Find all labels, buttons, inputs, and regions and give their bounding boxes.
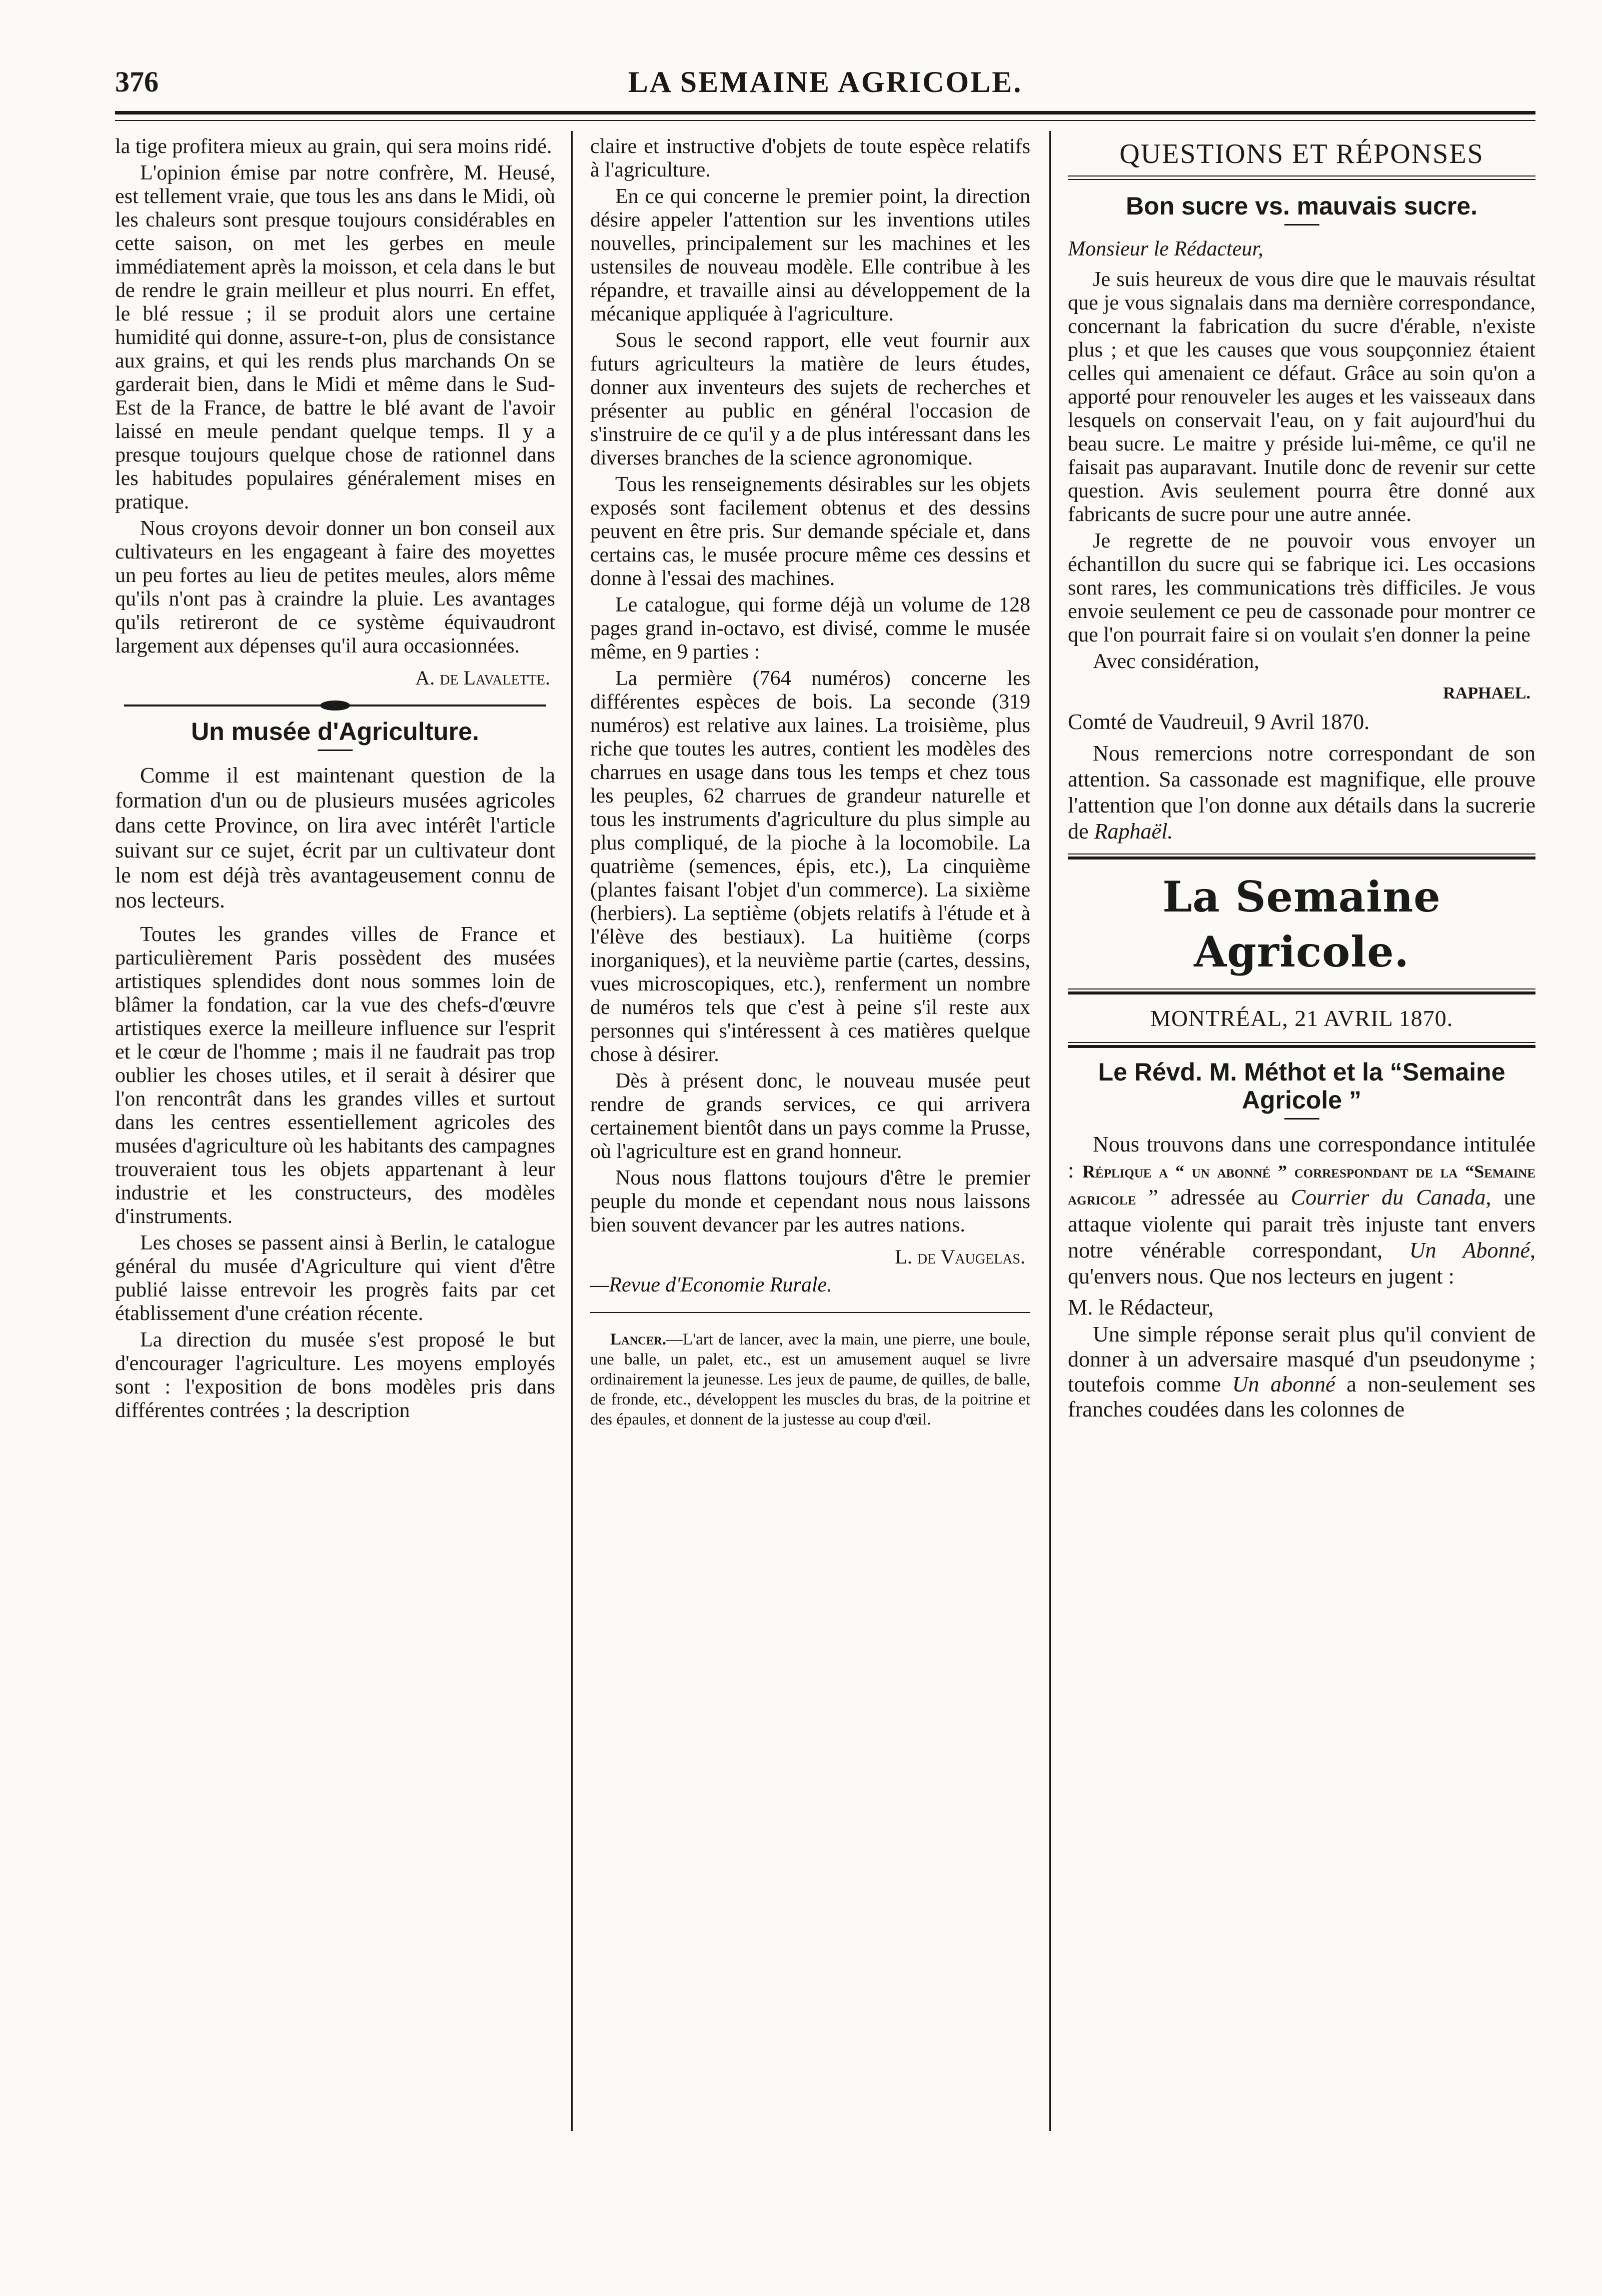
footnote-lead: Lancer. bbox=[610, 1330, 667, 1348]
dateline-rule bbox=[1068, 1042, 1535, 1048]
page-number: 376 bbox=[115, 66, 159, 98]
column-divider-left bbox=[571, 131, 573, 2131]
dateline: MONTRÉAL, 21 AVRIL 1870. bbox=[1150, 1006, 1453, 1031]
article-continuation-paragraph: claire et instructive d'objets de toute espèce relatifs à l'agriculture. bbox=[590, 135, 1030, 182]
letter-salutation: Monsieur le Rédacteur, bbox=[1068, 238, 1263, 260]
article-continuation-paragraph: la tige profitera mieux au grain, qui sera moins ridé. bbox=[115, 135, 552, 158]
journal-title: LA SEMAINE AGRICOLE. bbox=[628, 66, 1023, 98]
column-2 bbox=[590, 135, 1030, 2155]
editor-reply-name: Raphaël. bbox=[1094, 819, 1173, 844]
title-rule bbox=[1284, 1118, 1319, 1120]
article-paragraph: Nous croyons devoir donner un bon conseil aux cultivateurs en les engageant à faire des moyettes un peu fortes au lieu de petites meules, alors même qu'ils n'ont pas à craindre la pluie. Les avantages qu'ils retireront de ce système équivaudront largement aux dépenses qu'il aura occasionnées. bbox=[115, 517, 555, 658]
footnote-rule bbox=[590, 1312, 1030, 1313]
letter-salutation: M. le Rédacteur, bbox=[1068, 1295, 1214, 1320]
letter-paragraph: Je regrette de ne pouvoir vous envoyer un échantillon du sucre qui se fabrique ici. Les occasions sont rares, les communications très difficiles. Je vous envoie seulement ce peu de cassonade pour montrer ce que l'on pourrait faire si on voulait s'en donner la peine bbox=[1068, 530, 1535, 646]
article-paragraph: L'opinion émise par notre confrère, M. Heusé, est tellement vraie, que tous les ans dans le Midi, où les chaleurs sont presque toujours considérables en cette saison, on met les gerbes en meule immédiatement après la moisson, et cela dans le but de rendre le grain meilleur et plus nourri. En effet, le blé ressue ; il se produit alors une certaine humidité qui donne, assure-t-on, plus de consistance aux grains, et qui les rends plus marchands On se garderait bien, dans le Midi et même dans le Sud-Est de la France, de battre le blé avant de l'avoir laissé en meule pendant quelque temps. Il y a presque toujours quelque chose de rationnel dans les habitudes populaires généralement mises en pratique. bbox=[115, 162, 555, 514]
article-paragraph: Tous les renseignements désirables sur les objets exposés sont facilement obtenus et des dessins peuvent en être pris. Sur demande spéciale et, dans certains cas, le musée procure même ces dessins et donne à l'essai des machines. bbox=[590, 473, 1030, 590]
quoted-title: Réplique a “ un abonné ” correspondant de la “Semaine agricole bbox=[1068, 1162, 1535, 1208]
text-run: a non-seulement ses franches coudées dans les colonnes de bbox=[1068, 1372, 1535, 1422]
ornament-divider bbox=[124, 704, 547, 706]
text-run: , une attaque violente qui parait très injuste tant envers notre vénérable correspondant, bbox=[1068, 1185, 1535, 1262]
masthead: La Semaine Agricole. bbox=[1162, 872, 1441, 976]
article-title: Bon sucre vs. mauvais sucre. bbox=[1125, 192, 1478, 220]
text-run: Une simple réponse serait plus qu'il convient de donner à un adversaire masqué d'un pseudonyme ; toutefois comme bbox=[1068, 1322, 1535, 1396]
article-paragraph: Sous le second rapport, elle veut fournir aux futurs agriculteurs la matière de leurs études, donner aux inventeurs des sujets de recherches et présenter au public en général l'occasion de s'instruire de ce qu'il y a de plus intéressant dans les diverses branches de la science agronomique. bbox=[590, 329, 1030, 470]
title-rule bbox=[1284, 224, 1319, 226]
article-paragraph bbox=[1068, 1132, 1535, 1290]
page-header bbox=[115, 65, 1535, 105]
editor-reply-text: Nous remercions notre correspondant de son attention. Sa cassonade est magnifique, elle prouve l'attention que l'on donne aux détails dans la sucrerie de bbox=[1068, 741, 1535, 844]
letter-signature: RAPHAEL. bbox=[1443, 684, 1530, 702]
article-source: —Revue d'Economie Rurale. bbox=[590, 1274, 832, 1296]
footnote-text: —L'art de lancer, avec la main, une pierre, une boule, une balle, un palet, etc., est un amusement auquel se livre ordinairement la jeunesse. Les jeux de paume, de quilles, de balle, de fronde, etc., développent les muscles du bras, de la poitrine et des épaules, et donnent de la justesse au coup d'œil. bbox=[590, 1330, 1030, 1428]
article-signature: L. de Vaugelas. bbox=[895, 1246, 1025, 1268]
correspondent-name: Un Abonné bbox=[1409, 1238, 1530, 1262]
editor-reply bbox=[1068, 740, 1535, 844]
article-signature: A. de Lavalette. bbox=[415, 666, 550, 689]
column-divider-right bbox=[1049, 131, 1051, 2131]
column-3 bbox=[1068, 135, 1535, 2155]
header-rule bbox=[115, 111, 1535, 114]
article-title: Le Révd. M. Méthot et la “Semaine Agricole ” bbox=[1098, 1058, 1505, 1114]
correspondent-name: Un abonné bbox=[1232, 1372, 1335, 1396]
header-rule-thin bbox=[115, 120, 1535, 121]
article-title: Un musée d'Agriculture. bbox=[191, 718, 479, 746]
footnote bbox=[590, 1330, 1030, 1430]
article-paragraph: Toutes les grandes villes de France et particulièrement Paris possèdent des musées artistiques splendides dont nous sommes loin de blâmer la fondation, car la vue des chefs-d'œuvre artistiques exerce la meilleure influence sur l'esprit et le cœur de l'homme ; mais il ne faudrait pas trop oublier les choses utiles, et il serait à désirer que l'on rencontrât dans les grandes villes et surtout dans les centres essentiellement agricoles des musées d'agriculture où les habitants des campagnes trouveraient tous les objets appartenant à leur industrie et les constructeurs, des modèles d'instruments. bbox=[115, 923, 555, 1228]
publication-name: Courrier du Canada bbox=[1290, 1185, 1486, 1210]
article-paragraph: Les choses se passent ainsi à Berlin, le catalogue général du musée d'Agriculture qui vient d'être publié laisse entrevoir les progrès faits par cet établissement d'une création récente. bbox=[115, 1232, 555, 1325]
section-rule bbox=[1068, 175, 1535, 180]
intro-paragraph: Comme il est maintenant question de la formation d'un ou de plusieurs musées agricoles dans cette Province, on lira avec intérêt l'article suivant sur ce sujet, écrit par un cultivateur dont le nom est déjà très avantageusement connu de nos lecteurs. bbox=[115, 763, 555, 912]
letter-closing: Avec considération, bbox=[1093, 650, 1259, 673]
text-run: , qu'envers nous. Que nos lecteurs en jugent : bbox=[1068, 1238, 1535, 1288]
article-paragraph: La permière (764 numéros) concerne les différentes espèces de bois. La seconde (319 numéros) est relative aux laines. La troisième, plus riche que toutes les autres, contient les modèles des charrues en usage dans tous les temps et chez tous les peuples, 62 charrues de grandeur naturelle et tous les instruments d'agriculture du plus simple au plus compliqué, de la pioche à la locomobile. La quatrième (semences, épis, etc.), La cinquième (plantes faisant l'objet d'un commerce). La sixième (herbiers). La septième (objets relatifs à l'étude et à l'élève des bestiaux). La huitième (corps inorganiques), et la neuvième partie (cartes, dessins, vues microscopiques, etc.), renferment un nombre de numéros tels que c'est à peine s'il reste aux personnes qui s'intéressent à ces matières quelque chose à désirer. bbox=[590, 667, 1030, 1066]
text-run: Nous trouvons dans une correspondance intitulée : bbox=[1068, 1132, 1535, 1182]
article-paragraph: Le catalogue, qui forme déjà un volume de 128 pages grand in-octavo, est divisé, comme le musée même, en 9 parties : bbox=[590, 594, 1030, 664]
article-paragraph: La direction du musée s'est proposé le but d'encourager l'agriculture. Les moyens employés sont : l'exposition de bons modèles pris dans différentes contrées ; la description bbox=[115, 1328, 555, 1422]
text-run: ” adressée au bbox=[1136, 1185, 1291, 1210]
letter-place-date: Comté de Vaudreuil, 9 Avril 1870. bbox=[1068, 710, 1370, 734]
article-paragraph: En ce qui concerne le premier point, la direction désire appeler l'attention sur les inventions utiles nouvelles, principalement sur les machines et les ustensiles de nouveau modèle. Elle contribue à les répandre, et travaille ainsi au développement de la mécanique appliquée à l'agriculture. bbox=[590, 185, 1030, 326]
letter-paragraph: Je suis heureux de vous dire que le mauvais résultat que je vous signalais dans ma dernière correspondance, concernant la fabrication du sucre d'érable, n'existe plus ; et que les causes que vous soupçonniez étaient celles qui amenaient ce défaut. Grâce au soin qu'on a apporté pour renouveler les auges et les vaisseaux dans lesquels on conservait l'eau, on y fait aujourd'hui du beau sucre. Le maitre y préside lui-même, ce qu'il ne faisait pas auparavant. Inutile donc de revenir sur cette question. Avis seulement pourra être donné aux fabricants de sucre pour une autre année. bbox=[1068, 268, 1535, 526]
article-paragraph: Dès à présent donc, le nouveau musée peut rendre de grands services, ce qui arrivera certainement bientôt dans un pays comme la Prusse, où l'agriculture est en grand honneur. bbox=[590, 1070, 1030, 1163]
masthead-rule-top bbox=[1068, 854, 1535, 860]
masthead-rule-bottom bbox=[1068, 988, 1535, 994]
column-1 bbox=[115, 135, 555, 2155]
section-title: QUESTIONS ET RÉPONSES bbox=[1119, 138, 1484, 170]
letter-paragraph bbox=[1068, 1322, 1535, 1422]
article-paragraph: Nous nous flattons toujours d'être le premier peuple du monde et cependant nous nous laissons bien souvent devancer par les autres nations. bbox=[590, 1166, 1030, 1236]
title-rule bbox=[318, 750, 353, 751]
